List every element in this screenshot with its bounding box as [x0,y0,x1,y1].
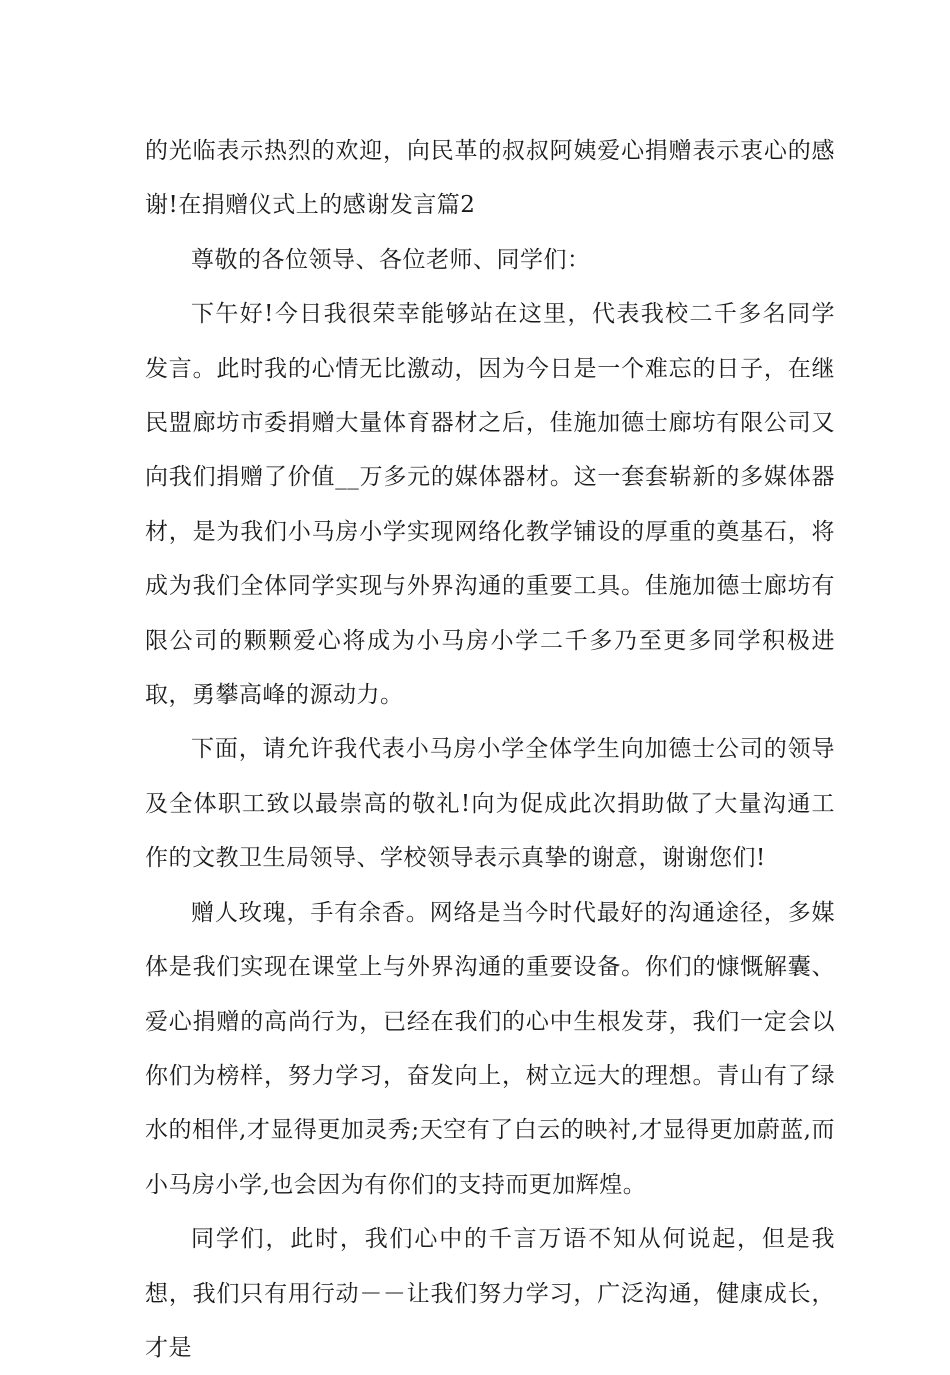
document-body [145,124,835,1375]
paragraph-4: 下面，请允许我代表小马房小学全体学生向加德士公司的领导及全体职工致以最崇高的敬礼!向为促成此次捐助做了大量沟通工作的文教卫生局领导、学校领导表示真挚的谢意，谢谢您们! [145,736,835,872]
paragraph-6: 同学们，此时，我们心中的千言万语不知从何说起，但是我想，我们只有用行动－－让我们努力学习，广泛沟通，健康成长，才是 [145,1226,835,1361]
paragraph-2: 尊敬的各位领导、各位老师、同学们： [191,246,591,273]
paragraph-1: 的光临表示热烈的欢迎，向民革的叔叔阿姨爱心捐赠表示衷心的感谢!在捐赠仪式上的感谢发言篇2 [145,138,835,219]
paragraph-3: 下午好!今日我很荣幸能够站在这里，代表我校二千多名同学发言。此时我的心情无比激动，因为今日是一个难忘的日子，在继民盟廊坊市委捐赠大量体育器材之后，佳施加德士廊坊有限公司又向我们捐赠了价值__万多元的媒体器材。这一套套崭新的多媒体器材，是为我们小马房小学实现网络化教学铺设的厚重的奠基石，将成为我们全体同学实现与外界沟通的重要工具。佳施加德士廊坊有限公司的颗颗爱心将成为小马房小学二千多乃至更多同学积极进取，勇攀高峰的源动力。 [145,301,835,709]
paragraph-5: 赠人玫瑰，手有余香。网络是当今时代最好的沟通途径，多媒体是我们实现在课堂上与外界沟通的重要设备。你们的慷慨解囊、爱心捐赠的高尚行为，已经在我们的心中生根发芽，我们一定会以你们为榜样，努力学习，奋发向上，树立远大的理想。青山有了绿水的相伴,才显得更加灵秀;天空有了白云的映衬,才显得更加蔚蓝,而小马房小学,也会因为有你们的支持而更加辉煌。 [145,899,835,1198]
